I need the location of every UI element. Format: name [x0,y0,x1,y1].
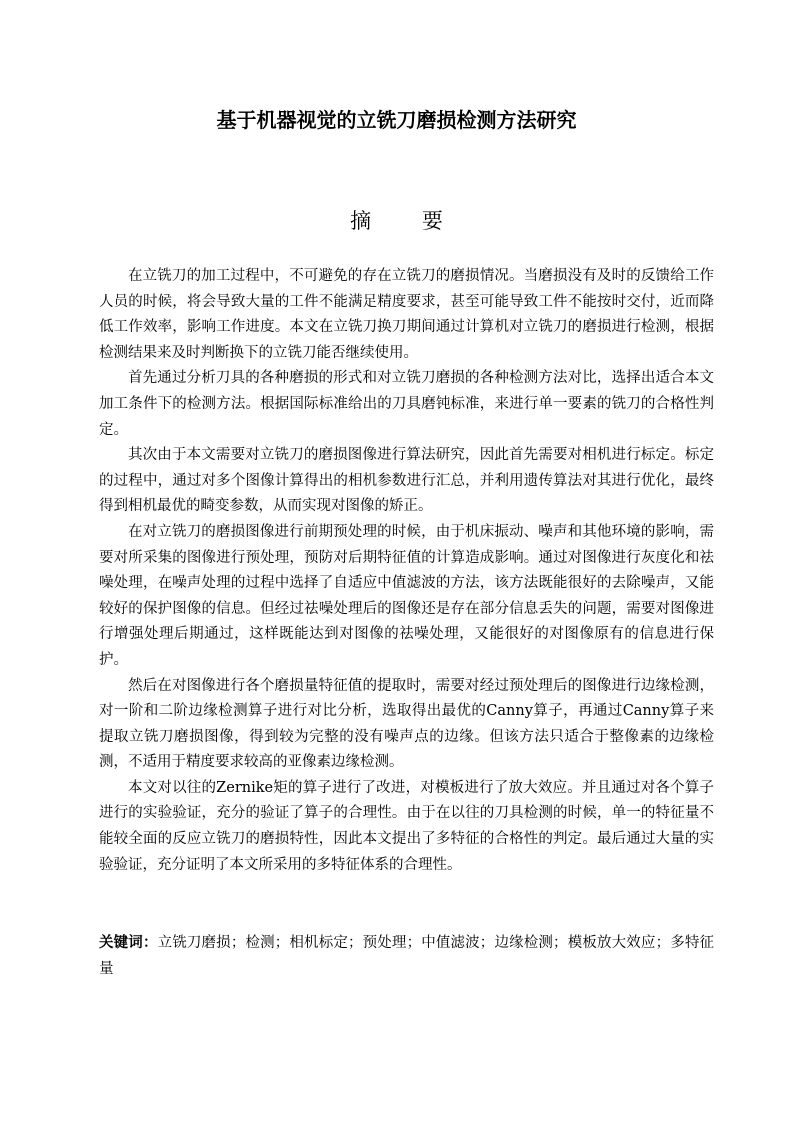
abstract-body [99,264,714,878]
abstract-paragraph-3: 其次由于本文需要对立铣刀的磨损图像进行算法研究，因此首先需要对相机进行标定。标定的过程中，通过对多个图像计算得出的相机参数进行汇总，并利用遗传算法对其进行优化，最终得到相机最优的畸变参数，从而实现对图像的矫正。 [99,447,714,515]
abstract-paragraph-1: 在立铣刀的加工过程中，不可避免的存在立铣刀的磨损情况。当磨损没有及时的反馈给工作人员的时候，将会导致大量的工件不能满足精度要求，甚至可能导致工件不能按时交付，近而降低工作效率，影响工作进度。本文在立铣刀换刀期间通过计算机对立铣刀的磨损进行检测，根据检测结果来及时判断换下的立铣刀能否继续使用。 [99,268,714,361]
abstract-paragraph-4: 在对立铣刀的磨损图像进行前期预处理的时候，由于机床振动、噪声和其他环境的影响，需要对所采集的图像进行预处理，预防对后期特征值的计算造成影响。通过对图像进行灰度化和祛噪处理，在噪声处理的过程中选择了自适应中值滤波的方法，该方法既能很好的去除噪声，又能较好的保护图像的信息。但经过祛噪处理后的图像还是存在部分信息丢失的问题，需要对图像进行增强处理后期通过，这样既能达到对图像的祛噪处理，又能很好的对图像原有的信息进行保护。 [99,523,714,668]
document-title: 基于机器视觉的立铣刀磨损检测方法研究 [216,108,577,132]
abstract-paragraph-5: 然后在对图像进行各个磨损量特征值的提取时，需要对经过预处理后的图像进行边缘检测，对一阶和二阶边缘检测算子进行对比分析，选取得出最优的Canny算子，再通过Canny算子来提取立铣刀磨损图像，得到较为完整的没有噪声点的边缘。但该方法只适合于整像素的边缘检测，不适用于精度要求较高的亚像素边缘检测。 [99,677,714,771]
abstract-paragraph-2: 首先通过分析刀具的各种磨损的形式和对立铣刀磨损的各种检测方法对比，选择出适合本文加工条件下的检测方法。根据国际标准给出的刀具磨钝标准，来进行单一要素的铣刀的合格性判定。 [99,370,714,438]
keywords-text: 立铣刀磨损；检测；相机标定；预处理；中值滤波；边缘检测；模板放大效应；多特征量 [99,935,715,977]
keywords-label: 关键词： [99,935,158,951]
keywords [99,930,714,982]
abstract-paragraph-6: 本文对以往的Zernike矩的算子进行了改进，对模板进行了放大效应。并且通过对各个算子进行的实验验证，充分的验证了算子的合理性。由于在以往的刀具检测的时候，单一的特征量不能较全面的反应立铣刀的磨损特性，因此本文提出了多特征的合格性的判定。最后通过大量的实验验证，充分证明了本文所采用的多特征体系的合理性。 [99,779,714,873]
abstract-heading: 摘 要 [350,209,465,233]
